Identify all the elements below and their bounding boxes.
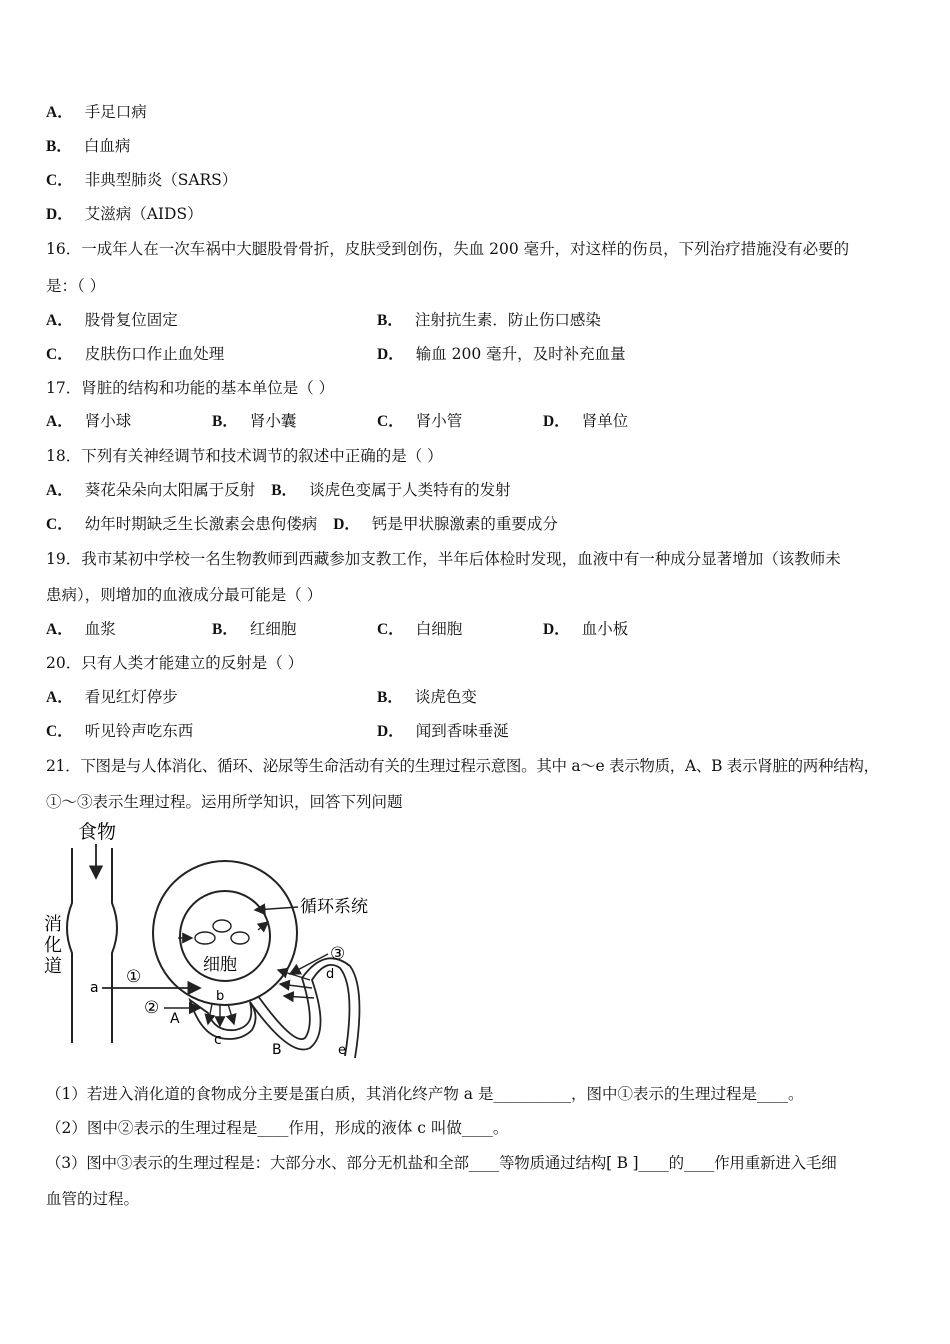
substance-d-label: d — [326, 967, 335, 982]
q16-option-d — [377, 344, 626, 365]
q21-stem: 21．下图是与人体消化、循环、泌尿等生命活动有关的生理过程示意图。其中 a～e 表示物质，A、B 表示肾脏的两种结构， — [46, 757, 879, 775]
organelle-shape — [195, 932, 215, 944]
q16-stem-cont: 是：（ ） — [46, 277, 106, 295]
option-text: 白细胞 — [415, 620, 463, 638]
option-letter: A． — [46, 413, 73, 430]
option-letter: D． — [543, 621, 570, 638]
q19-option-d — [543, 619, 628, 640]
option-letter: C． — [46, 723, 73, 740]
option-text: 肾小管 — [415, 412, 463, 430]
option-letter: C． — [377, 621, 404, 638]
q18-stem: 18．下列有关神经调节和技术调节的叙述中正确的是（ ） — [46, 447, 443, 465]
q19-stem: 19．我市某初中学校一名生物教师到西藏参加支教工作，半年后体检时发现，血液中有一种成分显著增加（该教师未 — [46, 550, 841, 568]
structure-A-label: A — [170, 1011, 180, 1027]
option-letter: B． — [377, 312, 403, 329]
option-text: 谈虎色变 — [414, 688, 477, 706]
option-text: 手足口病 — [84, 103, 147, 121]
option-letter: C． — [46, 172, 73, 189]
q19-stem-cont: 患病），则增加的血液成分最可能是（ ） — [46, 586, 323, 604]
digestive-tract-char-1: 消 — [44, 914, 62, 935]
option-letter: D． — [377, 723, 404, 740]
option-letter: D． — [46, 206, 73, 223]
reabsorption-pointer — [290, 954, 328, 974]
structure-B-label: B — [272, 1042, 282, 1058]
option-text: 幼年时期缺乏生长激素会患佝偻病 — [84, 515, 318, 533]
option-letter: D． — [377, 346, 404, 363]
q16-option-b — [377, 310, 601, 331]
option-letter: B． — [212, 621, 238, 638]
option-letter: B． — [212, 413, 238, 430]
option-text: 血浆 — [84, 620, 116, 638]
option-letter: B． — [377, 689, 403, 706]
option-text: 看见红灯停步 — [84, 688, 178, 706]
q21-sub2: （2）图中②表示的生理过程是____作用，形成的液体 c 叫做____。 — [46, 1119, 509, 1137]
digestive-tract-char-3: 道 — [44, 956, 62, 977]
digestive-tract-right-wall — [112, 848, 117, 1043]
q16-option-a — [46, 310, 178, 331]
q20-option-d — [377, 721, 509, 742]
circulation-label: 循环系统 — [300, 897, 368, 917]
option-text: 肾小球 — [84, 412, 132, 430]
organelle-shape — [231, 932, 249, 944]
q15-option-d — [46, 204, 203, 225]
option-letter: C． — [46, 516, 73, 533]
q18-options-ab — [46, 480, 511, 501]
q21-sub3-cont: 血管的过程。 — [46, 1190, 140, 1208]
q20-option-a — [46, 687, 178, 708]
outflow-arrow — [258, 922, 268, 930]
option-text: 葵花朵朵向太阳属于反射 — [84, 481, 256, 499]
process-2-label: ② — [144, 998, 160, 1018]
reabsorption-arrow — [280, 984, 312, 988]
q19-option-b — [212, 619, 296, 640]
option-text: 注射抗生素．防止伤口感染 — [414, 311, 601, 329]
q21-sub3: （3）图中③表示的生理过程是：大部分水、部分无机盐和全部____等物质通过结构[ B ]____的____作用重新进入毛细 — [46, 1154, 837, 1172]
option-letter: A． — [46, 482, 73, 499]
option-letter: A． — [46, 689, 73, 706]
option-letter: B． — [271, 482, 298, 499]
option-text: 红细胞 — [249, 620, 297, 638]
option-letter: C． — [46, 346, 73, 363]
cell-label: 细胞 — [203, 955, 237, 975]
q15-option-b — [46, 136, 130, 157]
option-letter: A． — [46, 621, 73, 638]
option-letter: D． — [333, 516, 360, 533]
q20-stem: 20．只有人类才能建立的反射是（ ） — [46, 654, 304, 672]
option-text: 听见铃声吃东西 — [84, 722, 194, 740]
option-letter: C． — [377, 413, 404, 430]
option-text: 谈虎色变属于人类特有的发射 — [309, 481, 511, 499]
renal-tubule-B — [250, 965, 349, 1056]
q17-stem: 17．肾脏的结构和功能的基本单位是（ ） — [46, 379, 335, 397]
q17-option-a — [46, 411, 131, 432]
option-text: 皮肤伤口作止血处理 — [84, 345, 225, 363]
physiology-diagram — [40, 818, 400, 1068]
q20-option-c — [46, 721, 193, 742]
option-text: 股骨复位固定 — [84, 311, 178, 329]
filtrate-arrow — [228, 1004, 234, 1024]
option-letter: D． — [543, 413, 570, 430]
q16-stem: 16．一成年人在一次车祸中大腿股骨骨折，皮肤受到创伤，失血 200 毫升，对这样的伤员，下列治疗措施没有必要的 — [46, 240, 850, 258]
option-text: 闻到香味垂涎 — [415, 722, 509, 740]
option-text: 肾单位 — [581, 412, 629, 430]
option-text: 非典型肺炎（SARS） — [84, 171, 238, 189]
food-label: 食物 — [78, 821, 117, 843]
q18-options-cd — [46, 514, 558, 535]
option-letter: A． — [46, 312, 73, 329]
option-text: 钙是甲状腺激素的重要成分 — [371, 515, 558, 533]
substance-c-label: c — [214, 1032, 222, 1048]
digestive-tract-char-2: 化 — [44, 935, 62, 956]
option-text: 肾小囊 — [249, 412, 297, 430]
substance-e-label: e — [338, 1043, 346, 1058]
q19-option-a — [46, 619, 116, 640]
q21-stem-cont: ①～③表示生理过程。运用所学知识，回答下列问题 — [46, 793, 403, 811]
circulation-outer-ring — [153, 861, 297, 1005]
q21-sub1: （1）若进入消化道的食物成分主要是蛋白质，其消化终产物 a 是__________，图中①表示的生理过程是____。 — [46, 1085, 804, 1103]
q15-option-a — [46, 102, 147, 123]
q15-option-c — [46, 170, 237, 191]
option-text: 白血病 — [83, 137, 131, 155]
substance-a-label: a — [90, 980, 99, 996]
substance-b-label: b — [216, 989, 225, 1004]
reabsorption-arrow — [284, 996, 314, 998]
option-letter: A． — [46, 104, 73, 121]
process-1-label: ① — [126, 967, 142, 987]
option-text: 血小板 — [581, 620, 629, 638]
digestive-tract-left-wall — [67, 848, 72, 1043]
option-text: 艾滋病（AIDS） — [84, 205, 203, 223]
q20-option-b — [377, 687, 477, 708]
q16-option-c — [46, 344, 224, 365]
q17-option-c — [377, 411, 462, 432]
option-letter: B． — [46, 138, 72, 155]
q17-option-b — [212, 411, 296, 432]
q17-option-d — [543, 411, 628, 432]
organelle-shape — [213, 920, 231, 932]
option-text: 输血 200 毫升，及时补充血量 — [415, 345, 626, 363]
process-3-label: ③ — [330, 944, 346, 964]
q19-option-c — [377, 619, 462, 640]
